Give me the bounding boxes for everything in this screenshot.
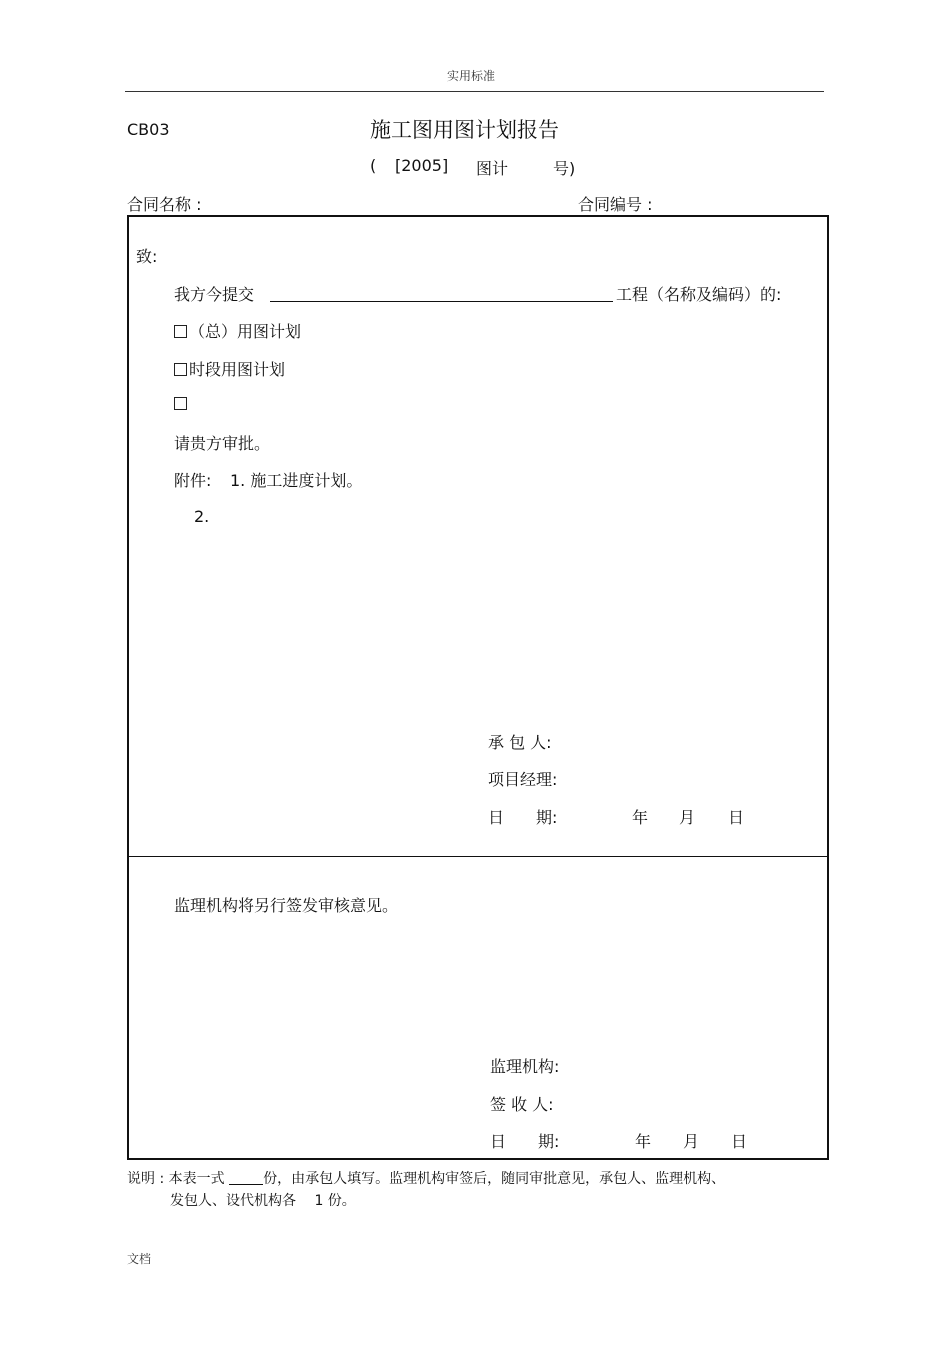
form-title: 施工图用图计划报告 <box>370 118 559 142</box>
number-open: ( <box>370 156 377 175</box>
day-label: 日 <box>728 808 745 827</box>
project-name-blank[interactable] <box>270 301 613 302</box>
option-label: 时段用图计划 <box>189 360 286 379</box>
number-close: 号) <box>553 159 576 178</box>
submit-prefix: 我方今提交 <box>174 285 255 304</box>
footer-text: 文档 <box>127 1252 152 1266</box>
number-mid: 图计 <box>476 159 509 178</box>
option-total-plan[interactable] <box>174 319 301 342</box>
request-text: 请贵方审批。 <box>174 434 271 453</box>
section-divider <box>127 856 829 857</box>
submit-suffix: 工程（名称及编码）的: <box>616 285 782 304</box>
footnote-line-2: 发包人、设代机构各 1 份。 <box>170 1193 356 1209</box>
header-rule <box>125 91 824 92</box>
attachments-label: 附件: <box>174 471 212 490</box>
checkbox[interactable] <box>174 363 187 376</box>
contract-no-label: 合同编号 : <box>578 195 653 214</box>
option-blank[interactable] <box>174 394 189 413</box>
supervision-note: 监理机构将另行签发审核意见。 <box>174 896 399 915</box>
footnote-prefix: 说明 : 本表一式 <box>127 1171 225 1187</box>
copies-blank[interactable] <box>229 1184 263 1185</box>
footnote-line-1 <box>127 1168 725 1188</box>
attachment-2: 2. <box>194 507 210 526</box>
supervision-year-label: 年 <box>635 1132 652 1151</box>
number-year: [2005] <box>395 156 449 175</box>
to-label: 致: <box>136 247 158 266</box>
receiver-label: 签 收 人: <box>490 1095 554 1114</box>
supervision-month-label: 月 <box>683 1132 700 1151</box>
option-label: （总）用图计划 <box>189 322 302 341</box>
checkbox[interactable] <box>174 325 187 338</box>
checkbox[interactable] <box>174 397 187 410</box>
supervision-date-label: 日 期: <box>490 1132 560 1151</box>
supervision-org-label: 监理机构: <box>490 1057 560 1076</box>
footnote-rest: 份，由承包人填写。监理机构审签后，随同审批意见，承包人、监理机构、 <box>263 1171 726 1187</box>
form-code: CB03 <box>127 120 170 139</box>
header-text: 实用标准 <box>447 69 496 83</box>
year-label: 年 <box>632 808 649 827</box>
date-label: 日 期: <box>488 808 558 827</box>
contract-name-label: 合同名称 : <box>127 195 202 214</box>
project-manager-label: 项目经理: <box>488 770 558 789</box>
attachment-1: 1. 施工进度计划。 <box>230 471 363 490</box>
supervision-day-label: 日 <box>731 1132 748 1151</box>
option-period-plan[interactable] <box>174 357 285 380</box>
month-label: 月 <box>679 808 696 827</box>
contractor-label: 承 包 人: <box>488 733 552 752</box>
